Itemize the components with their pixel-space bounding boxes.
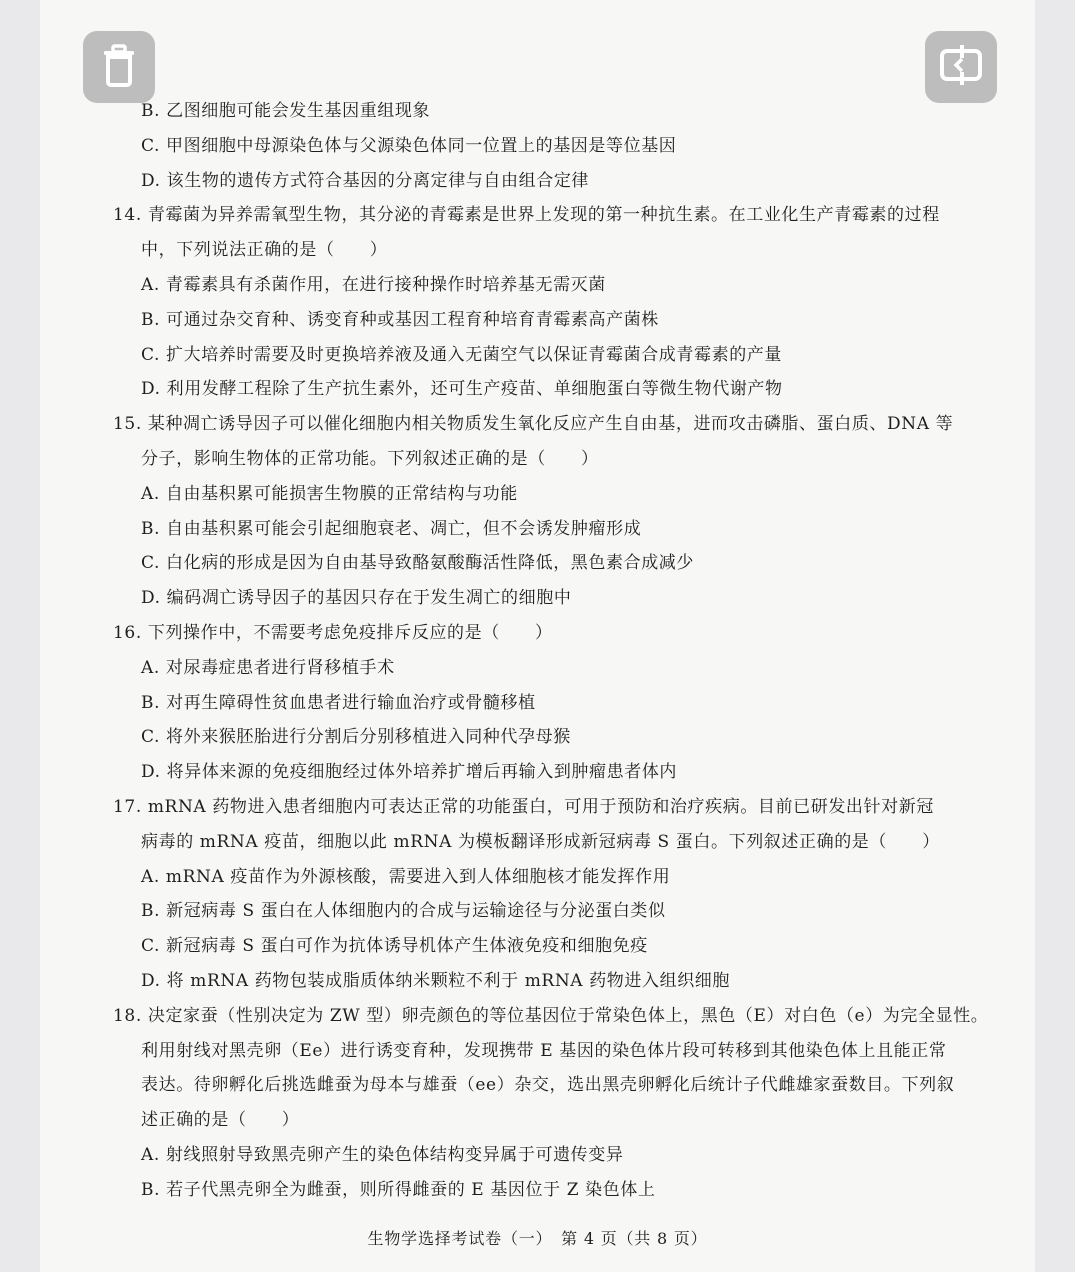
text-line: 分子，影响生物体的正常功能。下列叙述正确的是（ ） xyxy=(141,449,599,469)
text-line: 述正确的是（ ） xyxy=(141,1110,300,1130)
text-line: 中，下列说法正确的是（ ） xyxy=(141,240,388,260)
text-line: B. 乙图细胞可能会发生基因重组现象 xyxy=(141,101,431,121)
option-c: C. 将外来猴胚胎进行分割后分别移植进入同种代孕母猴 xyxy=(141,727,571,747)
option-a: A. mRNA 疫苗作为外源核酸，需要进入到人体细胞核才能发挥作用 xyxy=(141,867,671,887)
option-c: C. 白化病的形成是因为自由基导致酪氨酸酶活性降低，黑色素合成减少 xyxy=(141,553,695,573)
split-view-icon xyxy=(939,45,983,89)
text-line: C. 甲图细胞中母源染色体与父源染色体同一位置上的基因是等位基因 xyxy=(141,136,677,156)
option-a: A. 对尿毒症患者进行肾移植手术 xyxy=(141,658,395,678)
text-line: 利用射线对黑壳卵（Ee）进行诱变育种，发现携带 E 基因的染色体片段可转移到其他染色体上且能正常 xyxy=(141,1041,947,1061)
text-line: 病毒的 mRNA 疫苗，细胞以此 mRNA 为模板翻译形成新冠病毒 S 蛋白。下列叙述正确的是（ ） xyxy=(141,832,940,852)
question-18: 18. 决定家蚕（性别决定为 ZW 型）卵壳颜色的等位基因位于常染色体上，黑色（E）对白色（e）为完全显性。 xyxy=(113,1006,989,1026)
question-16: 16. 下列操作中，不需要考虑免疫排斥反应的是（ ） xyxy=(113,623,553,643)
option-b: B. 若子代黑壳卵全为雌蚕，则所得雌蚕的 E 基因位于 Z 染色体上 xyxy=(141,1180,656,1200)
question-15: 15. 某种凋亡诱导因子可以催化细胞内相关物质发生氧化反应产生自由基，进而攻击磷脂、蛋白质、DNA 等 xyxy=(113,414,954,434)
option-a: A. 射线照射导致黑壳卵产生的染色体结构变异属于可遗传变异 xyxy=(141,1145,624,1165)
option-b: B. 对再生障碍性贫血患者进行输血治疗或骨髓移植 xyxy=(141,693,536,713)
option-d: D. 将 mRNA 药物包装成脂质体纳米颗粒不利于 mRNA 药物进入组织细胞 xyxy=(141,971,730,991)
delete-button[interactable] xyxy=(83,31,155,103)
option-c: C. 新冠病毒 S 蛋白可作为抗体诱导机体产生体液免疫和细胞免疫 xyxy=(141,936,648,956)
split-view-button[interactable] xyxy=(925,31,997,103)
option-c: C. 扩大培养时需要及时更换培养液及通入无菌空气以保证青霉菌合成青霉素的产量 xyxy=(141,345,783,365)
option-b: B. 新冠病毒 S 蛋白在人体细胞内的合成与运输途径与分泌蛋白类似 xyxy=(141,901,666,921)
trash-icon xyxy=(98,43,140,91)
text-line: 表达。待卵孵化后挑选雌蚕为母本与雄蚕（ee）杂交，选出黑壳卵孵化后统计子代雌雄家蚕数目。下列叙 xyxy=(141,1075,955,1095)
text-line: D. 该生物的遗传方式符合基因的分离定律与自由组合定律 xyxy=(141,171,590,191)
option-b: B. 可通过杂交育种、诱变育种或基因工程育种培育青霉素高产菌株 xyxy=(141,310,659,330)
page-footer: 生物学选择考试卷（一） 第 4 页（共 8 页） xyxy=(367,1229,708,1248)
option-d: D. 利用发酵工程除了生产抗生素外，还可生产疫苗、单细胞蛋白等微生物代谢产物 xyxy=(141,379,783,399)
option-d: D. 编码凋亡诱导因子的基因只存在于发生凋亡的细胞中 xyxy=(141,588,572,608)
question-17: 17. mRNA 药物进入患者细胞内可表达正常的功能蛋白，可用于预防和治疗疾病。目前已研发出针对新冠 xyxy=(113,797,934,817)
option-d: D. 将异体来源的免疫细胞经过体外培养扩增后再输入到肿瘤患者体内 xyxy=(141,762,678,782)
option-b: B. 自由基积累可能会引起细胞衰老、凋亡，但不会诱发肿瘤形成 xyxy=(141,519,642,539)
question-14: 14. 青霉菌为异养需氧型生物，其分泌的青霉素是世界上发现的第一种抗生素。在工业化生产青霉素的过程 xyxy=(113,205,940,225)
option-a: A. 青霉素具有杀菌作用，在进行接种操作时培养基无需灭菌 xyxy=(141,275,606,295)
option-a: A. 自由基积累可能损害生物膜的正常结构与功能 xyxy=(141,484,518,504)
